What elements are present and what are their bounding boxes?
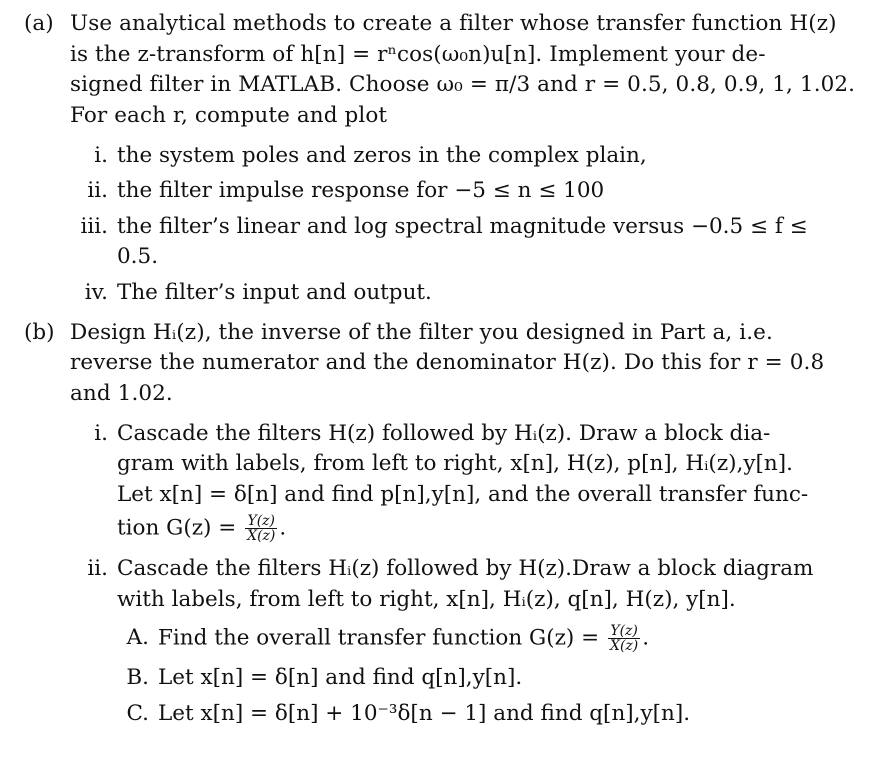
part-b-subitem-c-text: Let x[n] = δ[n] + 10⁻³δ[n − 1] and find q[n],y[n]. xyxy=(158,701,691,726)
subitem-a-text: Find the overall transfer function G(z) = xyxy=(158,625,606,651)
part-a-item-4-text: The filter’s input and output. xyxy=(117,280,432,305)
part-b-item-2-number: ii. xyxy=(87,556,108,581)
part-b-label: (b) xyxy=(24,320,55,345)
part-a-item-1-text: the system poles and zeros in the complex plain, xyxy=(117,143,647,168)
part-b-subitem-a-text xyxy=(158,624,649,653)
part-b-item-1-line-3: Let x[n] = δ[n] and find p[n],y[n], and the overall transfer func- xyxy=(117,482,809,507)
part-b-line-1: Design Hᵢ(z), the inverse of the filter you designed in Part a, i.e. xyxy=(70,320,773,345)
part-b-item-2-line-2: with labels, from left to right, x[n], Hᵢ(z), q[n], H(z), y[n]. xyxy=(117,587,736,612)
fraction-numerator-2: Y(z) xyxy=(608,624,640,639)
part-b-subitem-c-label: C. xyxy=(126,701,149,726)
part-a-line-1: Use analytical methods to create a filter whose transfer function H(z) xyxy=(70,11,837,36)
part-b-subitem-a-label: A. xyxy=(126,625,149,650)
line-end-period-2: . xyxy=(642,625,650,651)
part-a-item-3-number: iii. xyxy=(80,214,108,239)
part-a-item-1-number: i. xyxy=(94,143,108,168)
fraction-denominator: X(z) xyxy=(247,528,276,544)
line-end-period: . xyxy=(279,515,287,541)
part-b-subitem-b-text: Let x[n] = δ[n] and find q[n],y[n]. xyxy=(158,665,523,690)
part-a-item-3-text: the filter’s linear and log spectral magnitude versus −0.5 ≤ f ≤ xyxy=(117,214,808,239)
part-b-subitem-b-label: B. xyxy=(126,665,149,690)
g-of-z-fraction-2 xyxy=(608,624,640,653)
part-a-line-4: For each r, compute and plot xyxy=(70,103,388,128)
g-of-z-fraction xyxy=(245,514,277,543)
part-b-line-2: reverse the numerator and the denominator H(z). Do this for r = 0.8 xyxy=(70,350,825,375)
part-a-item-3-continuation: 0.5. xyxy=(117,244,159,269)
part-b-item-1-number: i. xyxy=(94,421,108,446)
fraction-numerator: Y(z) xyxy=(245,514,277,529)
part-a-label: (a) xyxy=(24,11,54,36)
part-b-line-3: and 1.02. xyxy=(70,381,173,406)
fraction-denominator-2: X(z) xyxy=(609,638,639,654)
part-a-line-2: is the z-transform of h[n] = rⁿcos(ω₀n)u[n]. Implement your de- xyxy=(70,42,766,67)
part-b-item-1-line-4-text: tion G(z) = xyxy=(117,515,244,541)
part-a-line-3: signed filter in MATLAB. Choose ω₀ = π/3 and r = 0.5, 0.8, 0.9, 1, 1.02. xyxy=(70,72,856,97)
part-a-item-2-number: ii. xyxy=(87,178,108,203)
part-b-item-1-line-1: Cascade the filters H(z) followed by Hᵢ(z). Draw a block dia- xyxy=(117,421,771,446)
part-b-item-2-line-1: Cascade the filters Hᵢ(z) followed by H(z).Draw a block diagram xyxy=(117,556,814,581)
part-b-item-1-line-2: gram with labels, from left to right, x[n], H(z), p[n], Hᵢ(z),y[n]. xyxy=(117,451,793,476)
part-a-item-4-number: iv. xyxy=(84,280,108,305)
part-a-item-2-text: the filter impulse response for −5 ≤ n ≤ 100 xyxy=(117,178,605,203)
part-b-item-1-line-4 xyxy=(117,514,286,543)
